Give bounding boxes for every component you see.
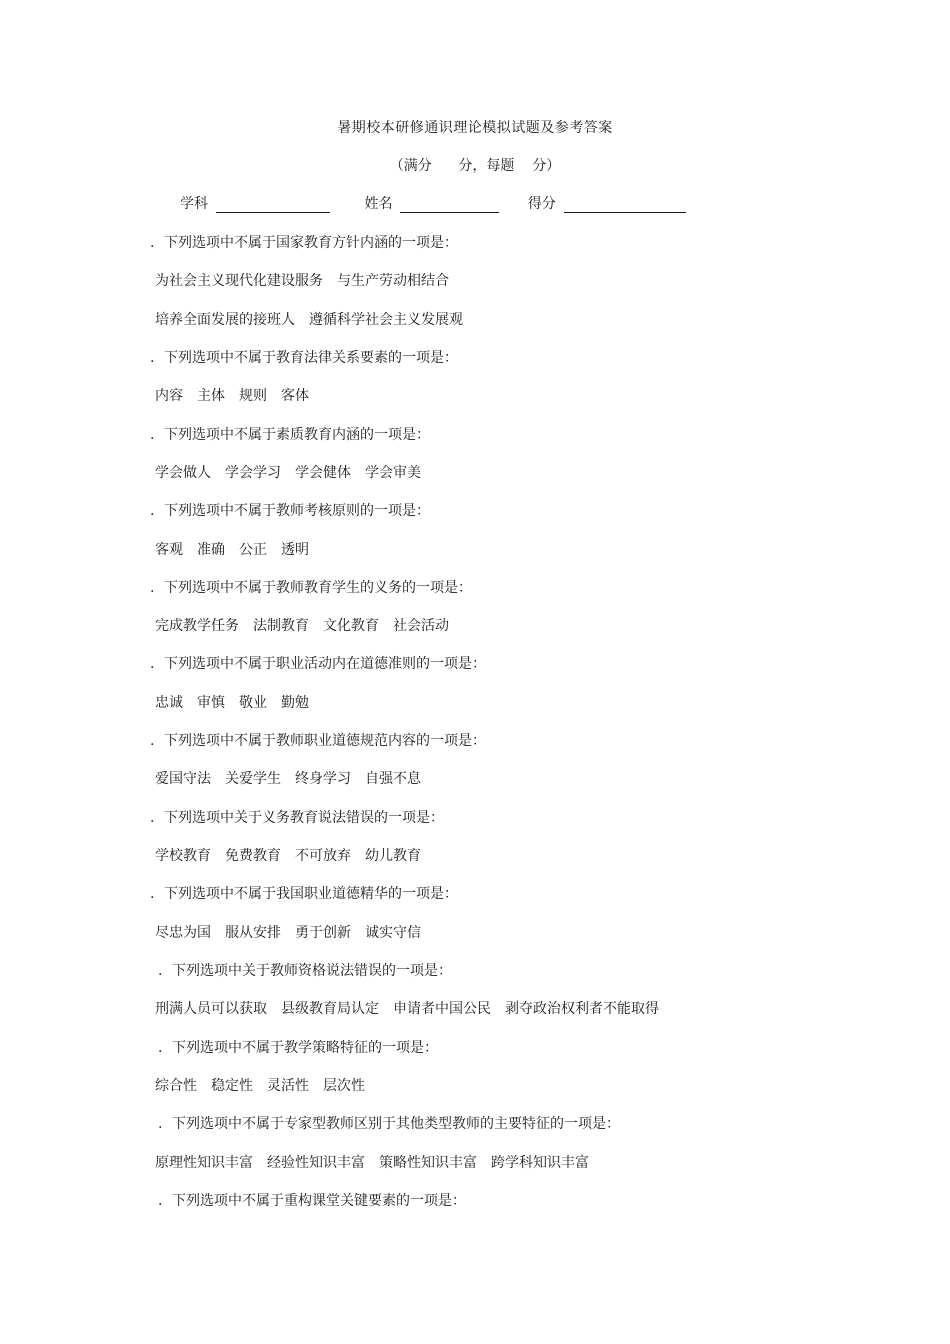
question-text: 下列选项中不属于教学策略特征的一项是： xyxy=(172,1040,438,1056)
option-text: 勤勉 xyxy=(281,695,309,711)
document-title: 暑期校本研修通识理论模拟试题及参考答案 xyxy=(337,120,613,136)
question-item xyxy=(150,883,458,903)
question-options xyxy=(155,768,435,788)
question-item xyxy=(150,653,486,673)
option-text: 不可放弃 xyxy=(295,848,351,864)
question-text: 下列选项中不属于国家教育方针内涵的一项是： xyxy=(164,235,458,251)
question-text: 下列选项中不属于素质教育内涵的一项是： xyxy=(164,427,430,443)
option-text: 学会审美 xyxy=(365,465,421,481)
option-text: 遵循科学社会主义发展观 xyxy=(309,312,463,328)
field-score xyxy=(528,193,686,213)
question-item xyxy=(150,347,458,367)
option-text: 诚实守信 xyxy=(365,925,421,941)
question-text: 下列选项中不属于重构课堂关键要素的一项是： xyxy=(172,1193,466,1209)
option-text: 完成教学任务 xyxy=(155,618,239,634)
option-text: 学会做人 xyxy=(155,465,211,481)
option-text: 社会活动 xyxy=(393,618,449,634)
question-item xyxy=(150,807,444,827)
option-text: 灵活性 xyxy=(267,1078,309,1094)
option-text: 策略性知识丰富 xyxy=(379,1155,477,1171)
option-text: 剥夺政治权利者不能取得 xyxy=(505,1001,659,1017)
option-text: 客观 xyxy=(155,542,183,558)
question-number: . xyxy=(158,1116,163,1132)
question-text: 下列选项中不属于专家型教师区别于其他类型教师的主要特征的一项是： xyxy=(172,1116,620,1132)
option-text: 免费教育 xyxy=(225,848,281,864)
question-item xyxy=(150,500,430,520)
question-text: 下列选项中不属于教师职业道德规范内容的一项是： xyxy=(164,733,486,749)
option-text: 勇于创新 xyxy=(295,925,351,941)
question-item xyxy=(150,577,472,597)
question-item xyxy=(150,232,458,252)
question-options xyxy=(155,309,477,329)
question-item xyxy=(150,424,430,444)
info-fields xyxy=(180,193,686,213)
question-number: . xyxy=(150,503,155,519)
option-text: 幼儿教育 xyxy=(365,848,421,864)
option-text: 稳定性 xyxy=(211,1078,253,1094)
document-subtitle: （满分 分，每题 分） xyxy=(389,158,561,174)
question-number: . xyxy=(158,1193,163,1209)
option-text: 文化教育 xyxy=(323,618,379,634)
question-options xyxy=(155,1152,603,1172)
option-text: 审慎 xyxy=(197,695,225,711)
option-text: 与生产劳动相结合 xyxy=(337,273,449,289)
question-options xyxy=(155,998,673,1018)
option-text: 学校教育 xyxy=(155,848,211,864)
option-text: 忠诚 xyxy=(155,695,183,711)
question-options xyxy=(155,539,323,559)
option-text: 原理性知识丰富 xyxy=(155,1155,253,1171)
question-text: 下列选项中关于义务教育说法错误的一项是： xyxy=(164,810,444,826)
option-text: 公正 xyxy=(239,542,267,558)
question-number: . xyxy=(150,235,155,251)
question-options xyxy=(155,385,323,405)
option-text: 刑满人员可以获取 xyxy=(155,1001,267,1017)
option-text: 跨学科知识丰富 xyxy=(491,1155,589,1171)
option-text: 自强不息 xyxy=(365,771,421,787)
option-text: 内容 xyxy=(155,388,183,404)
option-text: 尽忠为国 xyxy=(155,925,211,941)
option-text: 经验性知识丰富 xyxy=(267,1155,365,1171)
field-score-label: 得分 xyxy=(527,196,556,212)
question-text: 下列选项中不属于我国职业道德精华的一项是： xyxy=(164,886,458,902)
field-subject-label: 学科 xyxy=(180,196,208,212)
option-text: 透明 xyxy=(281,542,309,558)
question-item xyxy=(158,1037,438,1057)
field-name xyxy=(364,193,499,213)
option-text: 为社会主义现代化建设服务 xyxy=(155,273,323,289)
question-item xyxy=(158,1113,620,1133)
option-text: 综合性 xyxy=(155,1078,197,1094)
question-number: . xyxy=(150,427,155,443)
option-text: 关爱学生 xyxy=(225,771,281,787)
option-text: 申请者中国公民 xyxy=(393,1001,491,1017)
question-number: . xyxy=(158,963,163,979)
question-item xyxy=(150,730,486,750)
question-options xyxy=(155,922,435,942)
option-text: 法制教育 xyxy=(253,618,309,634)
question-text: 下列选项中关于教师资格说法错误的一项是： xyxy=(172,963,452,979)
option-text: 终身学习 xyxy=(295,771,351,787)
question-text: 下列选项中不属于教师考核原则的一项是： xyxy=(164,503,430,519)
question-text: 下列选项中不属于教师教育学生的义务的一项是： xyxy=(164,580,472,596)
field-subject-blank xyxy=(216,198,330,213)
question-item xyxy=(158,1190,466,1210)
question-number: . xyxy=(158,1040,163,1056)
option-text: 准确 xyxy=(197,542,225,558)
option-text: 服从安排 xyxy=(225,925,281,941)
question-options xyxy=(155,1075,379,1095)
option-text: 规则 xyxy=(239,388,267,404)
field-score-blank xyxy=(564,198,686,213)
option-text: 客体 xyxy=(281,388,309,404)
field-name-blank xyxy=(400,198,499,213)
question-number: . xyxy=(150,580,155,596)
question-number: . xyxy=(150,886,155,902)
question-options xyxy=(155,615,463,635)
question-item xyxy=(158,960,452,980)
option-text: 学会学习 xyxy=(225,465,281,481)
option-text: 敬业 xyxy=(239,695,267,711)
question-options xyxy=(155,692,323,712)
option-text: 县级教育局认定 xyxy=(281,1001,379,1017)
option-text: 学会健体 xyxy=(295,465,351,481)
question-number: . xyxy=(150,733,155,749)
option-text: 主体 xyxy=(197,388,225,404)
question-number: . xyxy=(150,350,155,366)
option-text: 层次性 xyxy=(323,1078,365,1094)
field-subject xyxy=(180,193,330,213)
question-number: . xyxy=(150,656,155,672)
question-options xyxy=(155,462,435,482)
question-number: . xyxy=(150,810,155,826)
field-name-label: 姓名 xyxy=(364,196,393,212)
question-text: 下列选项中不属于职业活动内在道德准则的一项是： xyxy=(164,656,486,672)
question-text: 下列选项中不属于教育法律关系要素的一项是： xyxy=(164,350,458,366)
option-text: 培养全面发展的接班人 xyxy=(155,312,295,328)
question-options xyxy=(155,270,463,290)
question-options xyxy=(155,845,435,865)
option-text: 爱国守法 xyxy=(155,771,211,787)
